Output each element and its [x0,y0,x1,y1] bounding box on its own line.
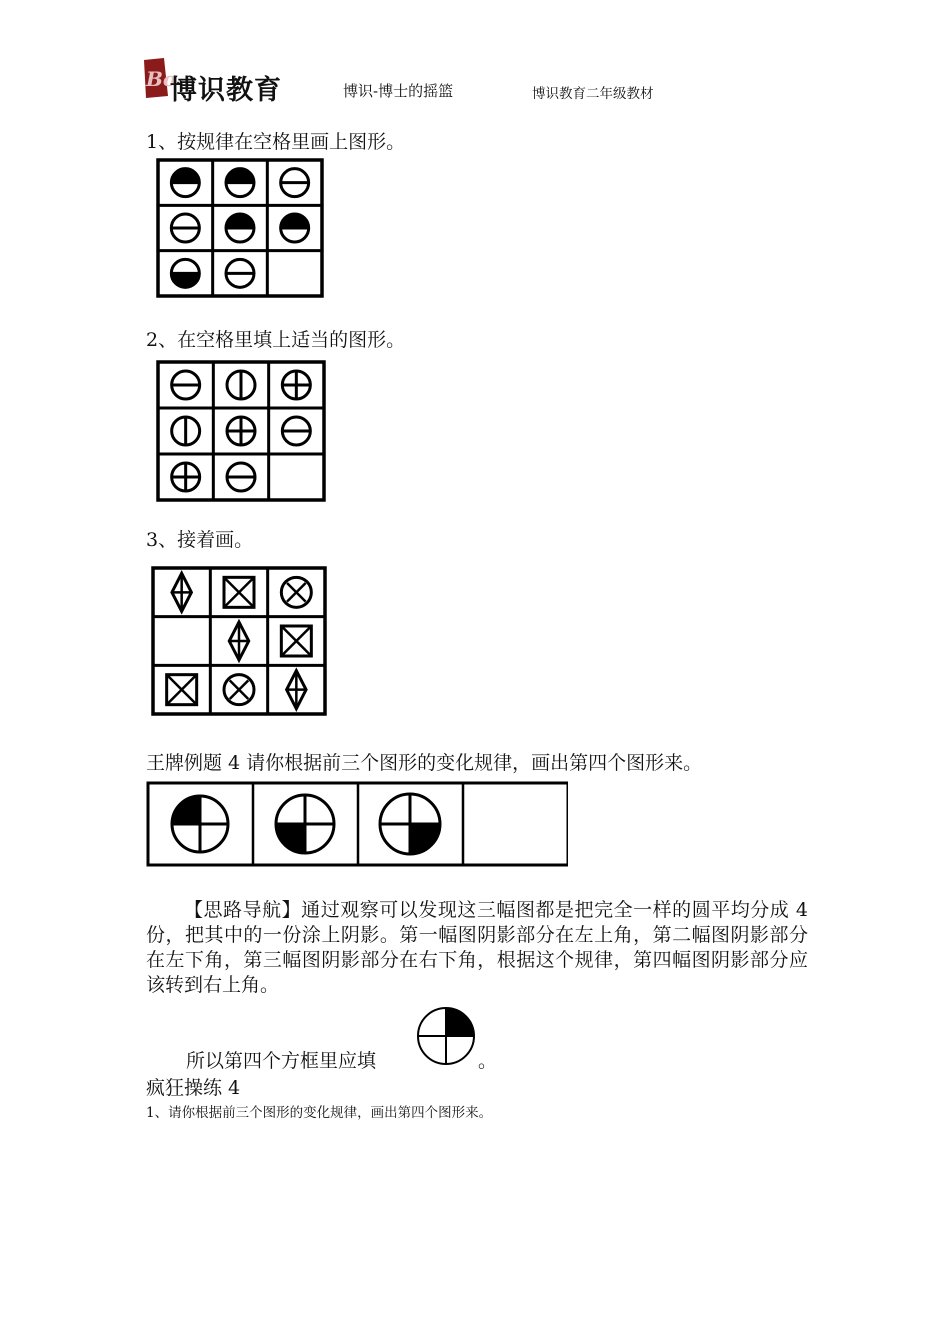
grid-symbol-line [226,259,254,287]
grid-symbol-half-top [226,214,254,242]
grid-symbol-minus [172,371,200,399]
sequence-figure-bottom-right [380,794,440,854]
question-3-grid [151,566,327,716]
question-1-grid [156,158,324,298]
answer-figure [415,1005,477,1067]
grid-symbol-line [281,169,309,197]
grid-symbol-diamond [287,671,307,709]
grid-symbol-half-top [226,169,254,197]
grid-symbol-circled-x [281,577,311,607]
sequence-figure-top-left [172,796,228,852]
grid-symbol-boxed-x [224,577,254,607]
answer-circle [418,1008,474,1064]
sequence-figure-bottom-left [276,795,334,853]
guide-paragraph: 【思路导航】通过观察可以发现这三幅图都是把完全一样的圆平均分成 4 份，把其中的一份涂上阴影。第一幅图阴影部分在左上角，第二幅图阴影部分在左下角，第三幅图阴影部分在右下角，根据这个规律，第四幅图阴影部分应该转到右上角。 [146,899,808,996]
header-course: 博识教育二年级教材 [532,86,654,102]
grid-symbol-line [171,214,199,242]
grid-symbol-plus [172,463,200,491]
grid-symbol-vertical [227,371,255,399]
grid-symbol-boxed-x [167,675,197,705]
practice-item-1: 1、请你根据前三个图形的变化规律，画出第四个图形来。 [146,1105,493,1121]
answer-prefix: 所以第四个方框里应填 [186,1050,377,1072]
grid-symbol-circled-x [224,675,254,705]
grid-symbol-minus [227,463,255,491]
brand-name: 博识教育 [170,75,282,106]
grid-symbol-half-bottom [171,259,199,287]
question-3-text: 3、接着画。 [146,529,254,551]
grid-symbol-diamond [172,573,192,611]
answer-suffix: 。 [478,1050,498,1072]
grid-symbol-minus [282,417,310,445]
question-2-text: 2、在空格里填上适当的图形。 [146,329,406,351]
practice-title: 疯狂操练 4 [146,1077,241,1099]
question-1-text: 1、按规律在空格里画上图形。 [146,131,406,153]
grid-symbol-vertical [172,417,200,445]
header-slogan: 博识-博士的摇篮 [343,82,454,100]
grid-symbol-diamond [229,622,249,660]
question-2-grid [156,360,326,502]
grid-symbol-plus [227,417,255,445]
svg-text:Bo: Bo [146,67,177,91]
example-sequence [144,780,568,868]
example-title: 王牌例题 4 请你根据前三个图形的变化规律，画出第四个图形来。 [146,752,703,774]
grid-symbol-plus [282,371,310,399]
grid-symbol-half-top [171,169,199,197]
grid-symbol-boxed-x [281,626,311,656]
grid-symbol-half-top [281,214,309,242]
